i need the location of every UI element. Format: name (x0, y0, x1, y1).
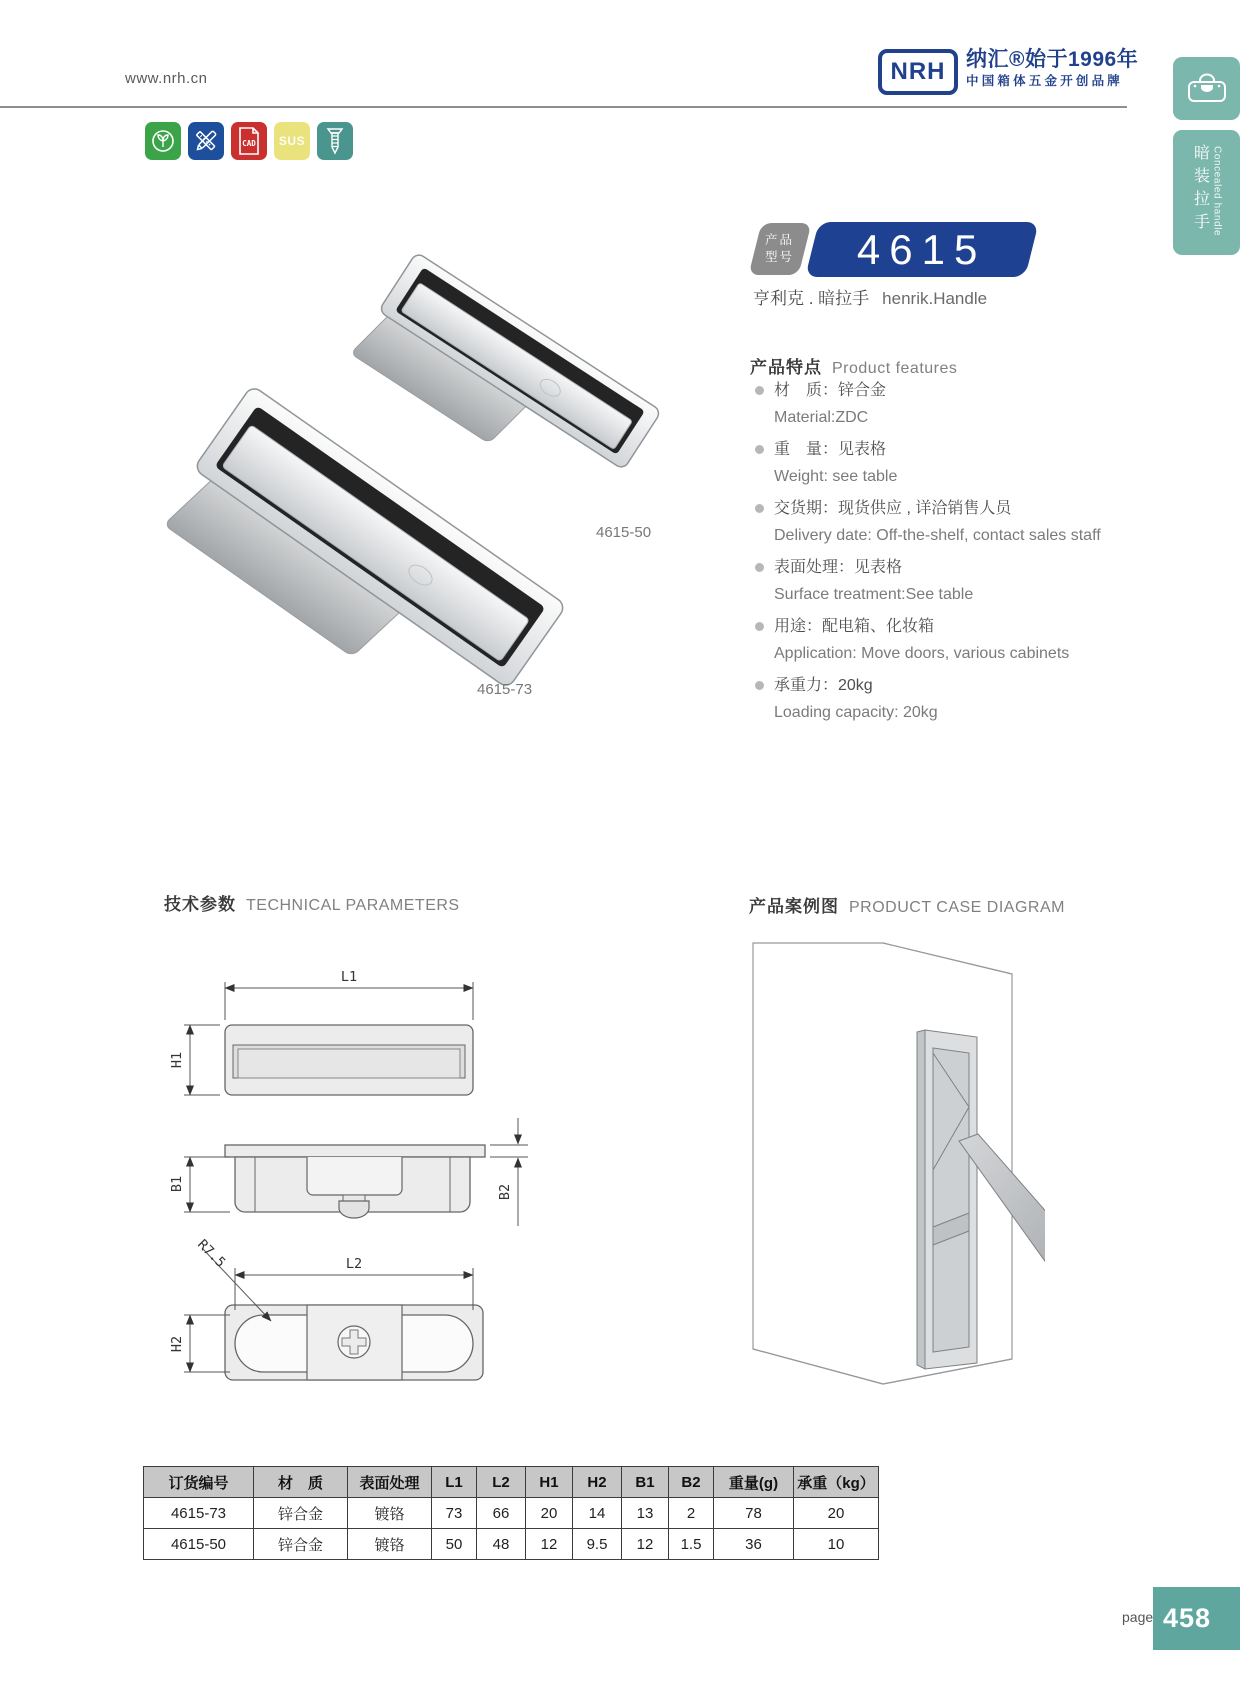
dim-label-h1: H1 (169, 1051, 185, 1069)
spec-table (143, 1466, 879, 1560)
page-number: 458 (1163, 1603, 1212, 1633)
cad-label: CAD (242, 139, 256, 148)
product-name (753, 284, 987, 309)
bullet-icon (755, 563, 764, 572)
sidebar-category-cn: 暗装拉手 (1191, 144, 1209, 236)
concealed-handle-icon (1186, 72, 1228, 106)
design-tools-icon (188, 122, 224, 160)
dim-label-b1: B1 (169, 1175, 185, 1193)
model-badge-label (749, 223, 812, 275)
cert-icon-row (145, 122, 353, 160)
badge-line2: 型号 (765, 250, 795, 264)
features-heading-cn: 产品特点 (750, 358, 822, 377)
bullet-icon (755, 445, 764, 454)
features-heading-en: Product features (832, 360, 958, 377)
dim-label-l1: L1 (340, 969, 358, 985)
dim-label-b2: B2 (497, 1183, 513, 1201)
model-badge (805, 222, 1039, 277)
nrh-logo-text: NRH (890, 58, 946, 85)
product-photo (140, 210, 700, 710)
photo-label-4615-73: 4615-73 (477, 681, 533, 698)
bullet-icon (755, 504, 764, 513)
case-heading-en: PRODUCT CASE DIAGRAM (849, 899, 1065, 916)
case-diagram (745, 935, 1045, 1397)
brand-slogan: 纳汇®始于1996年 (966, 48, 1139, 71)
site-url[interactable]: www.nrh.cn (125, 70, 208, 87)
sus-label: SUS (278, 134, 306, 148)
dim-label-h2: H2 (169, 1335, 185, 1353)
brand-tagline: 中国箱体五金开创品牌 (966, 74, 1124, 88)
case-heading (749, 892, 1065, 917)
feature-surface: 表面处理：见表格 Surface treatment:See table (755, 559, 1135, 604)
feature-weight: 重 量：见表格 Weight: see table (755, 441, 1135, 486)
spec-table-row-4615-50: 4615-50 锌合金 镀铬 50 48 12 9.5 12 1.5 36 10 (144, 1529, 879, 1560)
handle-4615-50 (350, 252, 661, 513)
cad-file-icon (231, 122, 267, 160)
spec-table-row-4615-73: 4615-73 锌合金 镀铬 73 66 20 14 13 2 78 20 (144, 1498, 879, 1529)
brand-text (966, 49, 1138, 88)
feature-application: 用途：配电箱、化妆箱 Application: Move doors, various cabinets (755, 618, 1135, 663)
case-heading-cn: 产品案例图 (749, 897, 839, 916)
sidebar-category-icon-tab[interactable] (1173, 57, 1240, 120)
rohs-eco-icon (145, 122, 181, 160)
screw-icon (317, 122, 353, 160)
spec-table-header-row: 订货编号 材 质 表面处理 L1 L2 H1 H2 B1 B2 重量(g) 承重（kg） (144, 1467, 879, 1498)
technical-drawing (150, 930, 570, 1400)
dim-label-l2: L2 (345, 1256, 363, 1272)
technical-heading (164, 890, 460, 915)
header-divider (0, 106, 1127, 108)
bullet-icon (755, 681, 764, 690)
product-name-en: henrik.Handle (882, 289, 988, 308)
feature-material: 材 质：锌合金 Material:ZDC (755, 382, 1135, 427)
feature-delivery: 交货期：现货供应 , 详洽销售人员 Delivery date: Off-the-shelf, contact sales staff (755, 500, 1135, 545)
sidebar-category-en: Concealed handle (1211, 146, 1223, 237)
sus-stainless-icon (274, 122, 310, 160)
page-number-box (1153, 1587, 1240, 1650)
product-name-cn: 亨利克 . 暗拉手 (753, 289, 870, 308)
handle-4615-73 (157, 385, 566, 710)
feature-loading: 承重力：20kg Loading capacity: 20kg (755, 677, 1135, 722)
page-label: page (1122, 1609, 1154, 1625)
features-heading (750, 353, 957, 378)
badge-line1: 产品 (765, 233, 795, 248)
photo-label-4615-50: 4615-50 (596, 524, 652, 541)
sidebar-category-tab[interactable] (1173, 130, 1240, 255)
bullet-icon (755, 386, 764, 395)
features-list (755, 382, 1135, 736)
bullet-icon (755, 622, 764, 631)
technical-heading-cn: 技术参数 (164, 895, 236, 914)
nrh-logo (878, 49, 958, 95)
dim-label-radius: R7.5 (194, 1236, 229, 1271)
model-number: 4615 (857, 225, 987, 273)
technical-heading-en: TECHNICAL PARAMETERS (246, 897, 460, 914)
